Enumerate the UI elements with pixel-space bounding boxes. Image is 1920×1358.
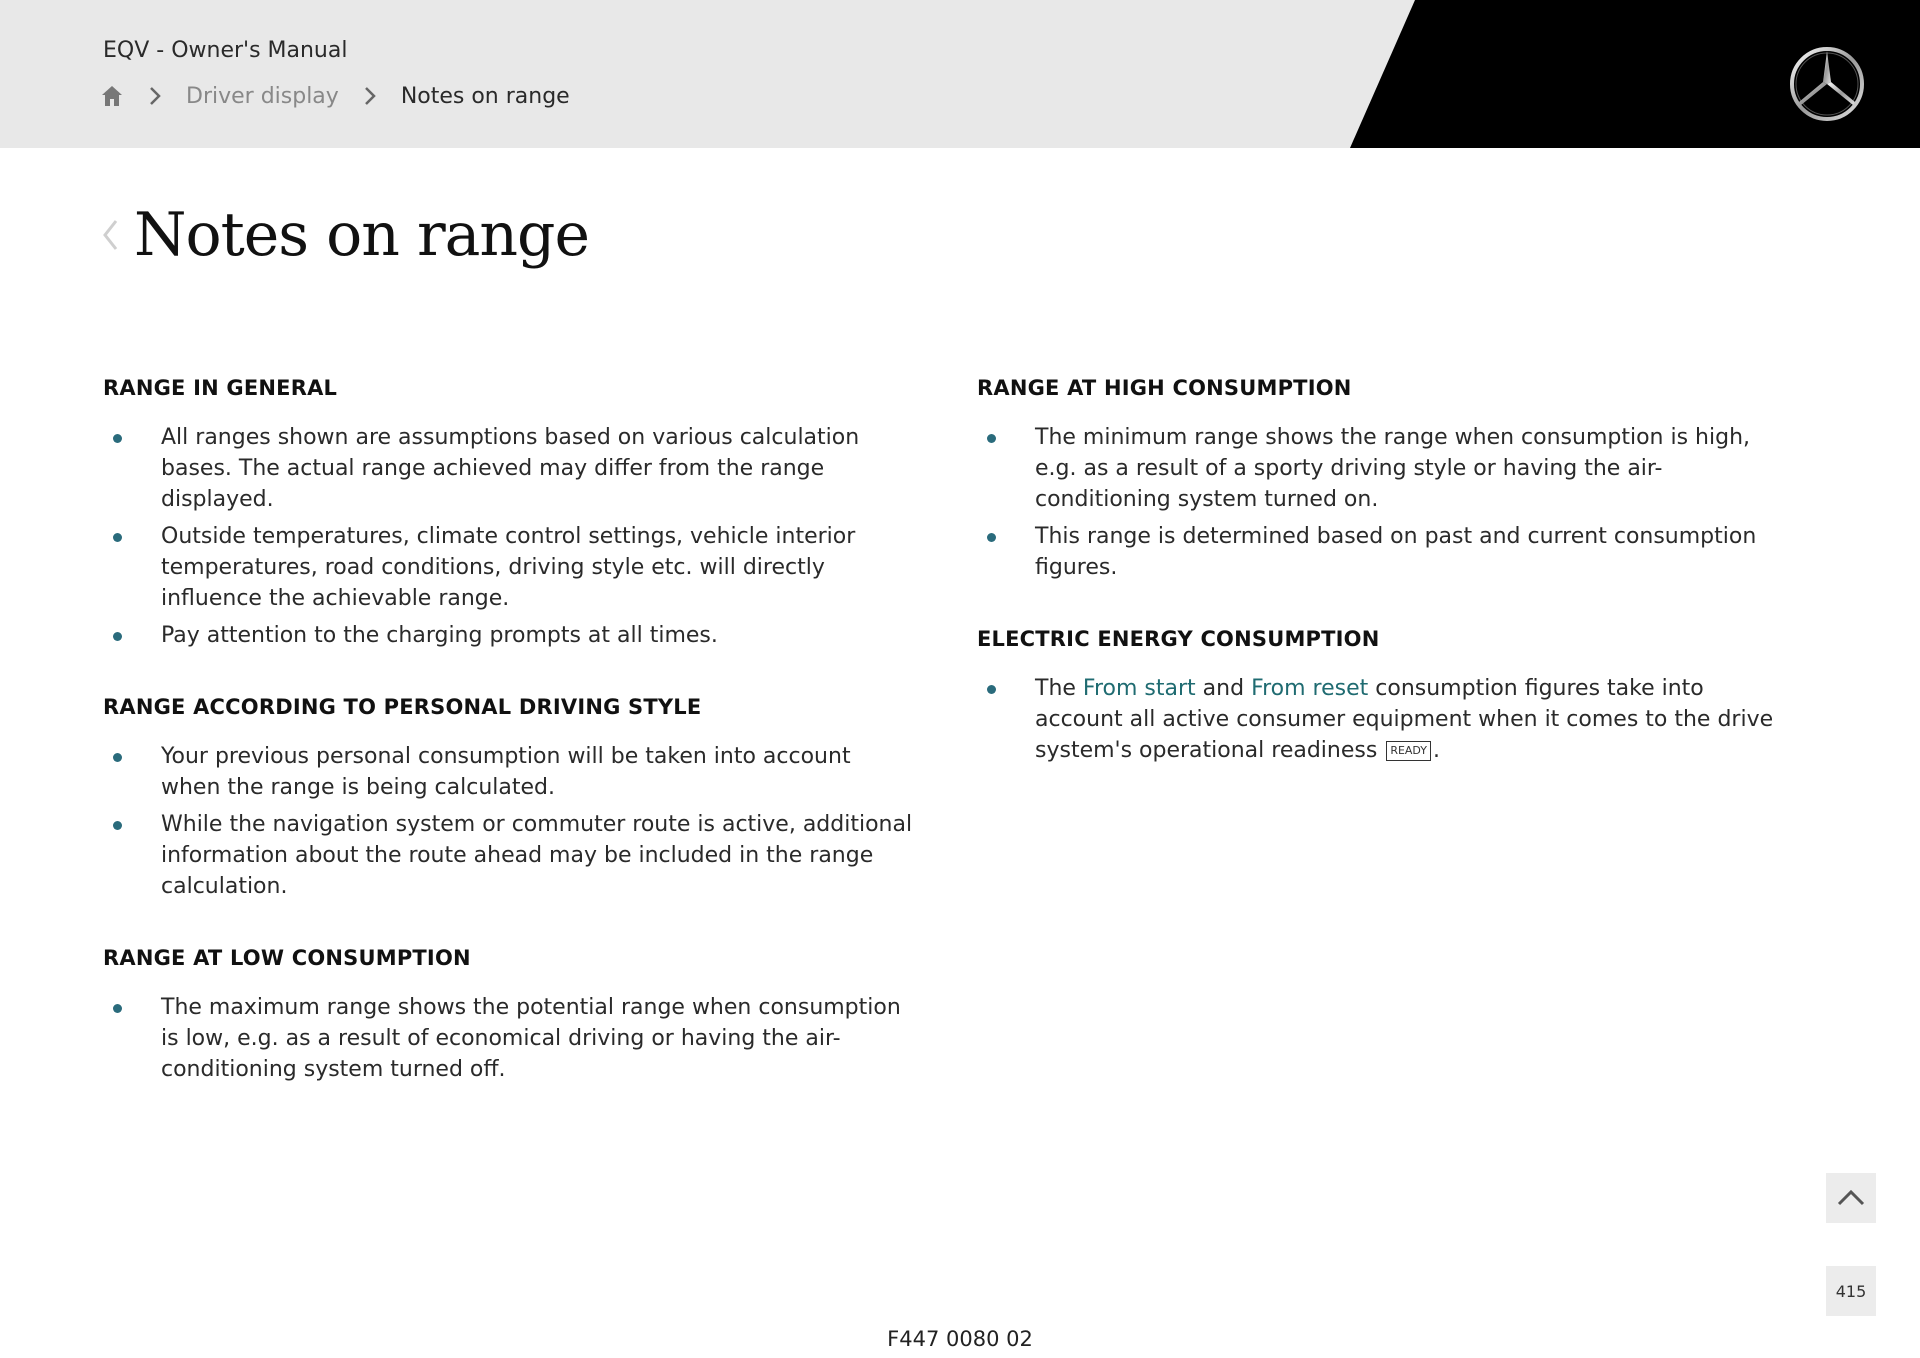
section-heading: RANGE IN GENERAL — [103, 376, 338, 400]
page-number: 415 — [1835, 1281, 1867, 1301]
bullet-icon — [113, 1004, 122, 1013]
chevron-right-icon — [363, 86, 377, 106]
header-bar — [0, 0, 1920, 148]
scroll-up-button[interactable] — [1826, 1173, 1876, 1223]
section-heading: RANGE AT HIGH CONSUMPTION — [977, 376, 1352, 400]
list-item: The From start and From reset consumption figures take into account all active consumer equipment when it comes to the drive system's operational readiness READY . — [977, 673, 1787, 766]
right-column — [977, 376, 1787, 810]
chevron-right-icon — [148, 86, 162, 106]
bullet-icon — [113, 753, 122, 762]
list-item: The maximum range shows the potential range when consumption is low, e.g. as a result of economical driving or having the air-conditioning system turned off. — [103, 992, 913, 1085]
left-column — [103, 376, 913, 1129]
bullet-icon — [113, 632, 122, 641]
section-range-in-general — [103, 376, 913, 651]
breadcrumb-driver-display[interactable]: Driver display — [186, 83, 339, 109]
list-item: The minimum range shows the range when consumption is high, e.g. as a result of a sporty driving style or having the air-conditioning system turned on. — [977, 422, 1787, 515]
section-range-personal-driving-style — [103, 695, 913, 902]
bullet-icon — [987, 685, 996, 694]
bullet-icon — [113, 434, 122, 443]
ready-indicator-badge: READY — [1386, 741, 1431, 761]
bullet-icon — [113, 533, 122, 542]
section-range-low-consumption — [103, 946, 913, 1085]
bullet-icon — [113, 821, 122, 830]
back-chevron-icon[interactable] — [100, 215, 120, 255]
page-number-button[interactable] — [1826, 1266, 1876, 1316]
manual-title: EQV - Owner's Manual — [103, 38, 348, 63]
list-item: Pay attention to the charging prompts at all times. — [103, 620, 913, 651]
page-title: Notes on range — [134, 200, 589, 270]
home-icon[interactable] — [100, 84, 124, 108]
section-heading: ELECTRIC ENERGY CONSUMPTION — [977, 627, 1380, 651]
breadcrumb — [100, 80, 570, 112]
list-item: Outside temperatures, climate control settings, vehicle interior temperatures, road conditions, driving style etc. will directly influence the achievable range. — [103, 521, 913, 614]
link-from-start[interactable]: From start — [1082, 676, 1196, 701]
page-title-row — [100, 200, 589, 270]
document-code: F447 0080 02 — [887, 1327, 1033, 1351]
section-range-high-consumption — [977, 376, 1787, 583]
link-from-reset[interactable]: From reset — [1251, 676, 1369, 701]
list-item: While the navigation system or commuter route is active, additional information about the route ahead may be included in the range calculation. — [103, 809, 913, 902]
mercedes-star-logo-icon[interactable] — [1789, 46, 1865, 122]
bullet-icon — [987, 533, 996, 542]
chevron-up-icon — [1836, 1188, 1866, 1208]
section-heading: RANGE ACCORDING TO PERSONAL DRIVING STYLE — [103, 695, 702, 719]
list-item: This range is determined based on past and current consumption figures. — [977, 521, 1787, 583]
list-item: All ranges shown are assumptions based on various calculation bases. The actual range achieved may differ from the range displayed. — [103, 422, 913, 515]
section-heading: RANGE AT LOW CONSUMPTION — [103, 946, 471, 970]
section-electric-energy-consumption — [977, 627, 1787, 766]
list-item: Your previous personal consumption will be taken into account when the range is being calculated. — [103, 741, 913, 803]
bullet-icon — [987, 434, 996, 443]
breadcrumb-current: Notes on range — [400, 83, 570, 109]
